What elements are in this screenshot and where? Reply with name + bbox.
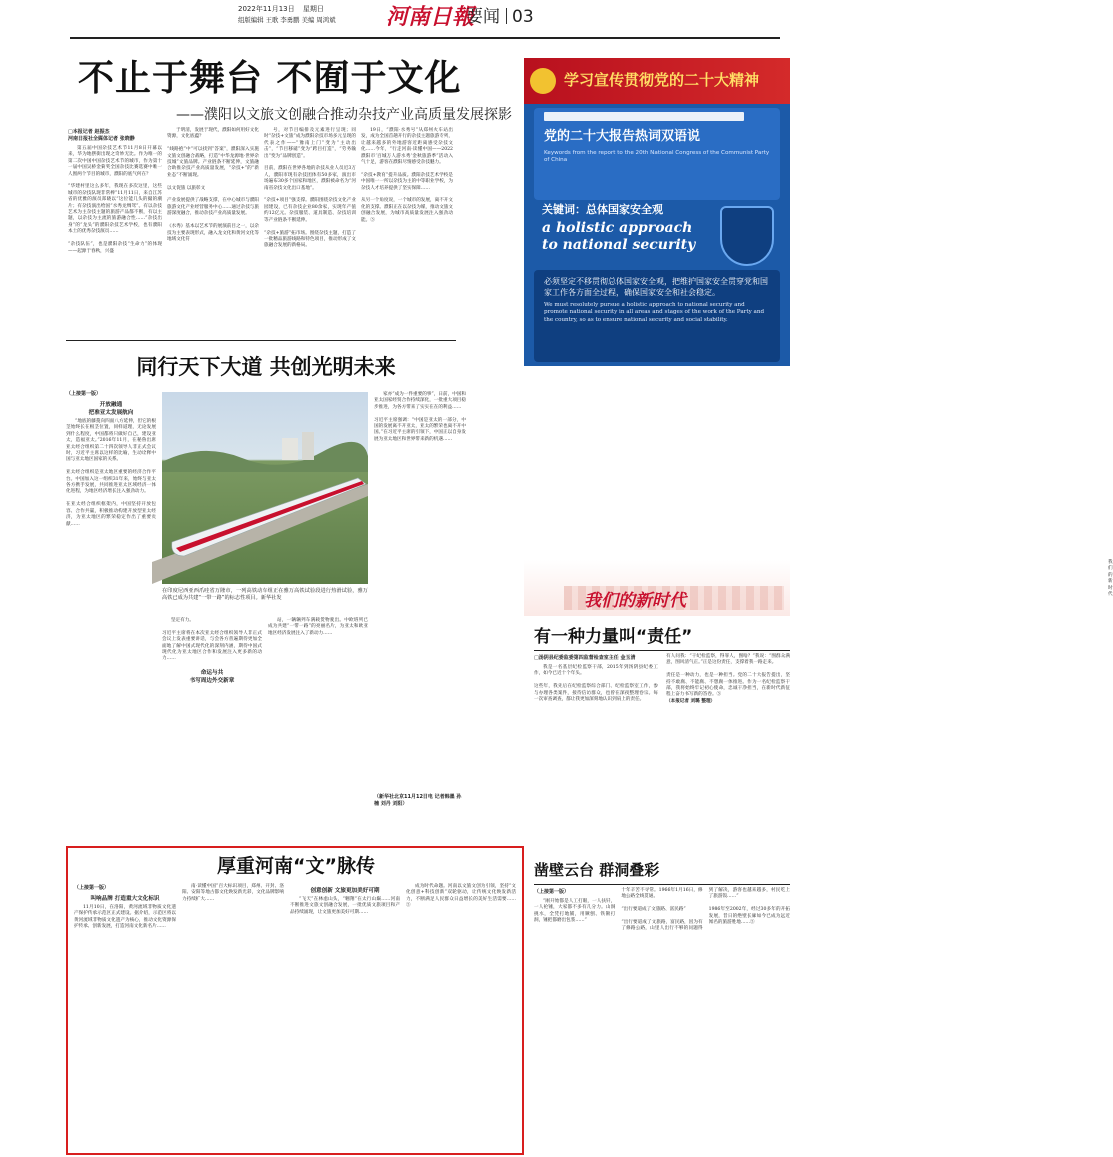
masthead-rule: [70, 37, 780, 39]
story2-col4-text: 家亦“成为一件重要的事”，日前，中国和亚太国家经贸合作持续深化，一批重大项目稳步推进，为各方带来了实实在在的利益…… 习近平主席强调：“中国是亚太的一部分，中国的发展离不开亚太，亚太的繁荣也离不开中国。”在习近平主席的引领下，中国正以自身发展为亚太地区和世界带来新的机遇……: [374, 392, 466, 442]
story2-column-1: [66, 390, 156, 814]
story2-col1-text: “地底的藤蔓向四面八方延伸，但它的根茎始终长在根茎位置，同样道理，无论发展到什么程度，中国都将只做好自己，建设亚太，造福亚太。”2016年11月，在秘鲁出席亚太经合组织第二十四次领导人非正式会议时，习近平主席以这样的比喻，生动诠释中国与亚太地区国家的关系。 亚太经合组织是亚太地区重要的经济合作平台。中国加入这一组织31年来，始终与亚太各方携手发展，共同推进亚太区域经济一体化进程，为地区经济增长注入强劲动力。 在亚太经合组织框架内，中国坚持开放包容、合作共赢，积极推动构建开放型亚太经济，为亚太地区的繁荣稳定作出了重要贡献……: [66, 419, 156, 527]
story2-column-4: [374, 392, 466, 792]
quote-card: [534, 270, 780, 362]
glossary-logos: [544, 112, 744, 121]
small-story-title: 凿壁云台 群洞叠彩: [534, 861, 660, 879]
masthead-editors: 组版编辑 王歌 李勇鹏 美编 周鸿斌: [238, 16, 336, 24]
shield-icon: [720, 206, 774, 266]
lead-title: 不止于舞台 不囿于文化: [78, 58, 462, 99]
weekday-text: 星期日: [302, 5, 324, 13]
story3-col3-text: “飞天”在林虑山头，“翱翔”在太行山巅……河南不断推进文旅文创融合发展，一批优质文旅项目和产品持续涌现，让文旅更加美好可期……: [290, 897, 400, 915]
lead-col2-text: 于明清，发展于现代，濮阳如何用好文化资源，文化底蕴？ “线路抱”中“可以找到”答案”，濮阳深入实施文旅文创融合战略，打造“中华龙源地·世界杂技城”文旅品牌。产业链条不断延伸，文旅融合助推杂技产业高质量发展，“杂技+”的“新业态”不断涌现。 以文促旅 以旅彰文 产业发展提供了战略支撑，在中心城市与濮阳旅游文化产业经营服务中心……通过杂技与旅游深度融合，推动杂技产业高质量发展。 《水秀》基本以艺术节的展演前目之一，以杂技为主要表现形式，融入龙文化和黄河文化等地域文化符: [167, 128, 259, 242]
quote-zh: 必须坚定不移贯彻总体国家安全观，把维护国家安全贯穿党和国家工作各方面全过程，确保国家安全和社会稳定。: [544, 277, 768, 297]
party-panel: [524, 58, 790, 366]
lead-byline: □本报记者 赵振杰 河南日报社全媒体记者 张晓静: [68, 129, 135, 142]
story3-column-2: [182, 884, 284, 1148]
story3-column-4: [406, 884, 516, 1148]
story3-title: 厚重河南“文”脉传: [217, 855, 375, 877]
small-story-rule: [534, 884, 790, 885]
glossary-header-card: [534, 108, 780, 200]
story3-col1-text: 11月10日，在洛阳，黄河流域非物质文化遗产保护传承示范区正式建设。据介绍，示范区将以黄河流域非物质文化遗产为核心，推动文化资源保护传承、创新发展，打造河南文化新名片……: [74, 905, 176, 930]
lead-col3-text: 号，对节目编排及元素进行呈现；同时“杂技+文旅”成为濮阳杂技市场多元呈现的代表之作——“豫南上门”变为“主动出击”，“节目移谴”变为“跨目打造”，“劳务输出”变为“品牌创造”。 目前，濮阳在世界各地的杂技从业人员近3万人，濮阳市现有杂技团体有50多家，演出市场遍布30多个国家和地区，濮阳被命名为“河南省杂技文化出口基地”。 “杂技+项目”强支撑。濮阳围绕杂技文化产业园建设，已有杂技企业80余家，实现年产值约12亿元。杂技服装、道具制造、杂技培训等产业链条不断延伸。 “杂技+旅游”拓市场。围绕杂技主题，打造了一批精品旅游线路和特色项目，推动形成了文旅融合发展的新格局。: [264, 128, 356, 249]
building: [282, 438, 298, 460]
story2-title: 同行天下大道 共创光明未来: [136, 355, 396, 379]
story2-sub2: 命运与共 书写周边外交新章: [189, 669, 235, 684]
lead-column-4: [361, 128, 453, 336]
story3-column-3: [290, 884, 400, 1148]
new-era-author: □汤阴县纪委监委第四监督检查室主任 金玉清: [534, 655, 636, 661]
new-era-rule: [534, 650, 790, 651]
glossary-title: 党的二十大报告热词双语说: [544, 129, 701, 144]
masthead: [0, 0, 800, 36]
paper-logo: 河南日報: [386, 4, 475, 30]
story3-sub2: 创意创新 文旅更加美好可期: [310, 888, 380, 894]
quote-en: We must resolutely pursue a holistic approach to national security and promote national security in all areas and stages of the work of the Party and the country, so as to ensure national security and social stability.: [544, 302, 765, 323]
masthead-date: [238, 6, 324, 12]
banner-text: 学习宣传贯彻党的二十大精神: [564, 71, 760, 89]
story3-from: （上接第一版）: [74, 885, 110, 891]
story2-column-3: [268, 618, 368, 816]
story2-col2-text: 坚定有力。 习近平主席将在本次亚太经合组织领导人非正式会议上发表重要讲话，与会各方普遍期待更加全面地了解中国式现代化的深刻内涵，期待中国式现代化为亚太地区合作和发展注入更多新的动力……: [162, 618, 262, 662]
story2-sub1: 开放融通 把准亚太发展航向: [88, 402, 134, 416]
story2-col3-text: 站，一辆辆列车满载货物驶出。中欧班列已成为共建“一带一路”的亮丽名片，为亚太和欧亚地区经济发展注入了新动力……: [268, 618, 368, 636]
keyword-en: a holistic approach to national security: [542, 220, 696, 253]
story3-col4-text: 成为时代命题。河南以文旅文创为引领，坚持“文化创意+科技创新”双轮驱动，让传统文化焕发新活力，不断满足人民群众日益增长的美好生活需要……⑤: [406, 884, 516, 909]
section-name: 要闻: [466, 7, 500, 27]
story3-sub1: 叫响品牌 打造重大文化标识: [90, 896, 160, 902]
story3-column-1: [74, 884, 176, 1148]
lead-subtitle: ——濮阳以文旅文创融合推动杂技产业高质量发展探影: [176, 107, 512, 123]
rail-track: [152, 484, 368, 584]
small-story-text: “刚开始都是人工打眼，一人扶钎，一人抡锤，大家都不多有几分力。山洞挑水，全凭打地铺，用镢刨、铁锹打洞，锤把都磨出包浆……” 十年辛苦不寻常。1966年1月16日，修地公路全线贯通。 “出行要道成了文旅路、富民路” “出行要道成了文旅路，富民路，因为有了修路公路，山里人出行不够的问题得到了解决，游客也越来越多，村民吃上了旅游饭……” 1986年至2002年，经过30多年的开拓发展，昔日的绝壁长廊如今已成为远近闻名的旅游胜地……⑤: [534, 888, 790, 932]
lead-col4-text: 19日，“濮阳·水秀号”从郑州火车站出发，成为全国首趟开行的杂技主题旅游专列，让越来越多的外地游客近距离感受杂技文化……今年，“行走河南·读懂中国——2022濮阳市‘百城万人游水秀’金秋旅游季”活动入气十足，游客在濮阳尽情感受杂技魅力。 “杂技+教育”提升品质。濮阳杂技艺术学校是中国唯一一所以杂技为主的中等职业学校，为杂技人才培养提供了坚实保障…… 从另一个角度说，一个城市的发展，离不开文化的支撑。濮阳正在以杂技为媒，推动文旅文创融合发展，为城市高质量发展注入强劲动能。⑤: [361, 128, 453, 223]
train-stripe: [176, 481, 364, 552]
story2-credit: （新华社北京11月12日电 记者韩墨 孙楠 刘丹 刘阳）: [374, 794, 462, 807]
story2-from: （上接第一版）: [66, 391, 102, 397]
story2-column-2: [162, 618, 262, 816]
section-divider: [506, 8, 507, 24]
section-rule-1: [66, 340, 456, 341]
new-era-editor: （本报记者 刘璐 整理）: [666, 698, 716, 704]
building: [302, 432, 314, 460]
date-text: 2022年11月13日: [238, 5, 295, 13]
lead-column-2: [167, 128, 259, 336]
hills: [162, 442, 368, 472]
train-photo: [162, 392, 368, 584]
train-photo-svg: [162, 392, 368, 584]
new-era-banner: 我们的新时代: [524, 560, 790, 616]
party-banner: [524, 58, 790, 104]
party-emblem-icon: [530, 68, 556, 94]
new-era-title: 有一种力量叫“责任”: [534, 627, 693, 647]
train-photo-caption: 在印度尼西亚西爪哇省万隆市，一列高铁动车组正在雅万高铁试验段进行热滑试验，雅万高铁已成为共建“一带一路”的标志性项目。新华社发: [162, 588, 368, 601]
lead-column-3: [264, 128, 356, 336]
new-era-label-text: 我们的新时代: [584, 591, 686, 611]
story3-col2-text: 南·读懂中国”百大标识项目，郑州、开封、洛阳、安阳等地古都文化焕发新光彩，文化品牌影响力持续扩大……: [182, 884, 284, 902]
new-era-body: [534, 654, 790, 830]
small-story-from: （上接第一版）: [534, 889, 570, 895]
lead-col1-text: 第五届中国杂技艺术节11月8日开幕以来，华为地摆街出现之奇妙无比。作为唯一的第二次中国中国杂技艺术节的城市，作为第十一届中国吴桥金菊奖全国杂技比赛选赛中唯一人围两个节目的城市，濮阳的底气何在？ “华建村里这么多年，我现在多次这里，这些城市的杂技队现非常棒”11月11日，来自江苏省的优雅的演员郑晓以“这位能几头的撮的潮片；有杂技演出给国“水秀龙绸驾”。有以杂技艺术为主杂技主题的旅游产品都不断，有以主题，以杂技为主流的旅游融合性……“杂技出身”的“龙头”的濮阳杂技艺术学校，也有濮阳本土的优秀杂技演员…… “杂技队伍”，也是濮阳杂技“生命力”的体现——起源于春秋，兴盛: [68, 146, 162, 254]
new-era-text: 我是一名基层纪检监察干部，2015年到汤阴县纪委工作，如今已近十个年头。 这些年，我先后在纪检监察综合部门、纪检监察室工作，参与办理各类案件，接待信访群众，也曾在深夜整理卷宗。每一次审查调查，都让我更加深刻地认识到肩上的责任。 有人问我：“干纪检监察，得罪人，图啥？”我说：“图群众满意，图风清气正。”正是这份责任，支撑着我一路走来。 责任是一种动力，也是一种担当。党的二十大报告提出，坚持不敢腐、不能腐、不想腐一体推进。作为一名纪检监察干部，我将始终牢记初心使命，忠诚干净担当，在新时代新征程上奋力书写新的答卷。⑤: [534, 654, 790, 703]
keyword-label: 关键词：总体国家安全观: [542, 203, 663, 216]
page-number: 03: [512, 7, 534, 27]
glossary-en: Keywords from the report to the 20th National Congress of the Communist Party of China: [544, 150, 770, 163]
lead-column-1: [68, 128, 162, 336]
small-story-body: [534, 888, 790, 1150]
